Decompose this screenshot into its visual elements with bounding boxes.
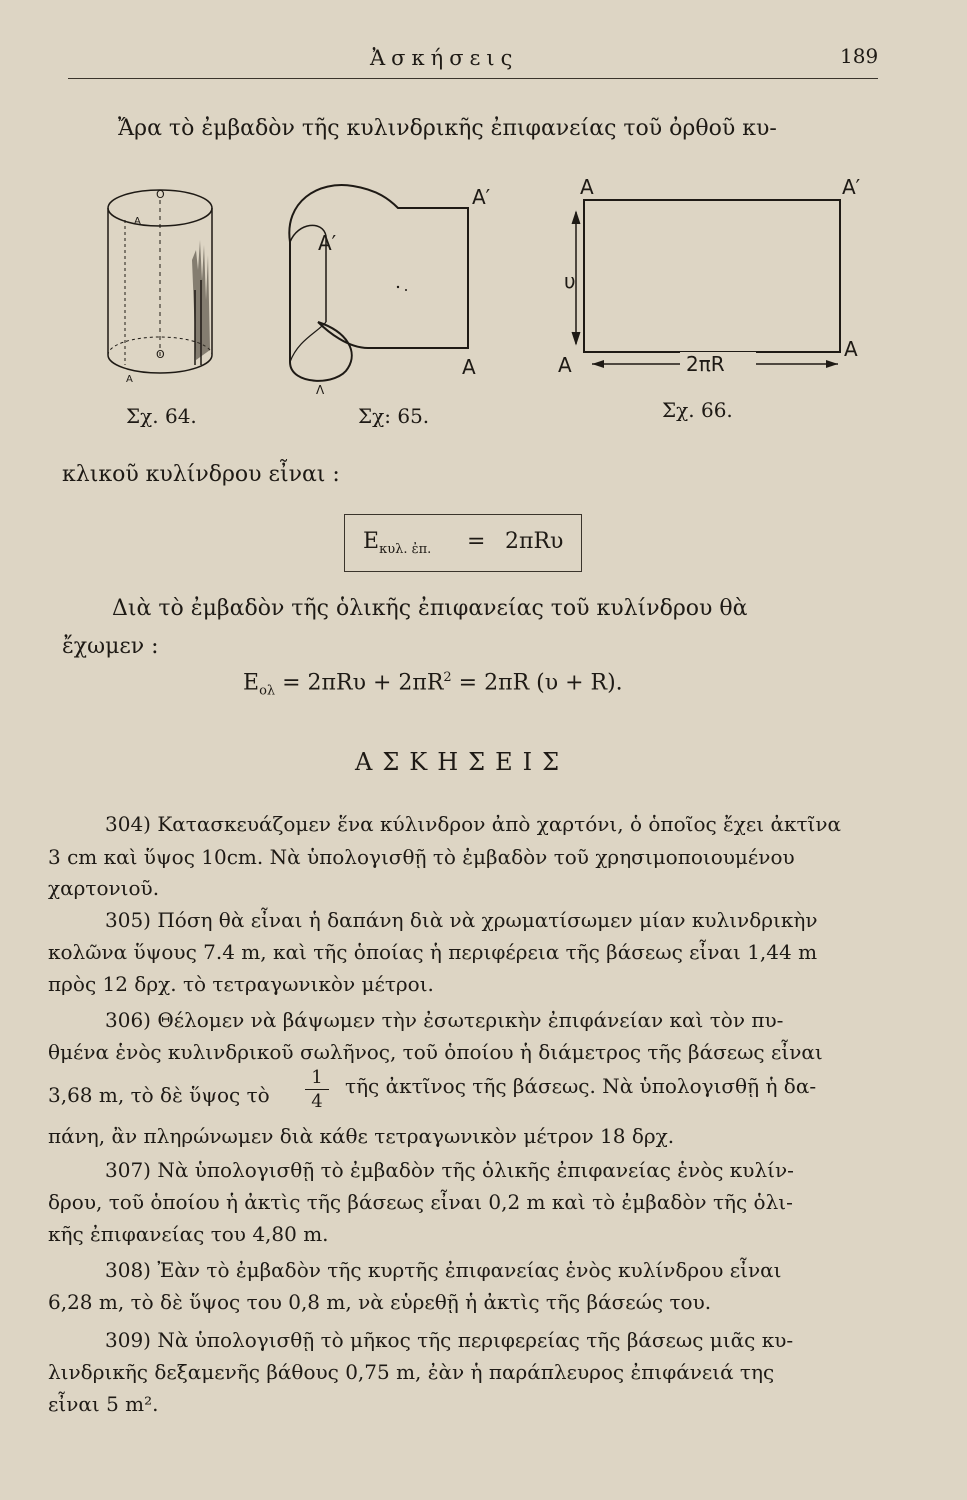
section-title: ΑΣΚΗΣΕΙΣ <box>355 748 570 776</box>
figure-66-rectangle <box>552 172 872 382</box>
ex309-line-3: εἶναι 5 m². <box>48 1392 159 1416</box>
fig65-label-a-prime-top: A′ <box>472 185 491 209</box>
fig65-label-a-prime-inner: A′ <box>318 231 337 255</box>
fig64-label-top: O <box>156 188 165 201</box>
ex304-line-2: 3 cm καὶ ὕψος 10cm. Νὰ ὑπολογισθῇ τὸ ἐμβαδὸν τοῦ χρησιμοποιουμένου <box>48 845 795 869</box>
fig65-caption: Σχ: 65. <box>358 404 430 428</box>
ex308-line-2: 6,28 m, τὸ δὲ ὕψος του 0,8 m, νὰ εὑρεθῇ ἡ ἀκτὶς τῆς βάσεώς του. <box>48 1290 712 1314</box>
fig66-label-br: A <box>844 337 858 361</box>
ex305-line-3: πρὸς 12 δρχ. τὸ τετραγωνικὸν μέτροι. <box>48 972 434 996</box>
fig65-label-a-bottom: A <box>462 355 476 379</box>
fig64-label-base: A <box>126 374 133 385</box>
ex306-line-3b: τῆς ἀκτῖνος τῆς βάσεως. Νὰ ὑπολογισθῇ ἡ δα- <box>345 1074 817 1098</box>
ex305-line-2: κολῶνα ὕψους 7.4 m, καὶ τῆς ὁποίας ἡ περιφέρεια τῆς βάσεως εἶναι 1,44 m <box>48 940 818 964</box>
fig66-label-tl: A <box>580 175 594 199</box>
ex306-line-2: θμένα ἑνὸς κυλινδρικοῦ σωλῆνος, τοῦ ὁποίου ἡ διάμετρος τῆς βάσεως εἶναι <box>48 1040 823 1064</box>
intro-line: Ἄρα τὸ ἐμβαδὸν τῆς κυλινδρικῆς ἐπιφανείας τοῦ ὀρθοῦ κυ- <box>118 116 777 141</box>
ex304-line-3: χαρτονιοῦ. <box>48 876 160 900</box>
fig64-label-a: A <box>134 216 141 227</box>
fig66-label-tr: A′ <box>842 175 861 199</box>
cylinder-surface-formula-box <box>344 514 582 572</box>
page-number: 189 <box>840 44 879 68</box>
ex308-line-1: 308) Ἐὰν τὸ ἐμβαδὸν τῆς κυρτῆς ἐπιφανείας ἑνὸς κυλίνδρου εἶναι <box>105 1258 782 1282</box>
running-header-title: Ἀσκήσεις <box>370 46 519 70</box>
ex307-line-3: κῆς ἐπιφανείας του 4,80 m. <box>48 1222 329 1246</box>
fig65-label-lambda: Λ <box>316 383 325 397</box>
header-rule <box>68 78 878 79</box>
box-formula-rhs: 2πRυ <box>505 529 564 554</box>
ex306-fraction: 1 4 <box>303 1067 331 1114</box>
ex304-line-1: 304) Κατασκευάζομεν ἕνα κύλινδρον ἀπὸ χαρτόνι, ὁ ὁποῖος ἔχει ἀκτῖνα <box>105 812 842 836</box>
ex307-line-1: 307) Νὰ ὑπολογισθῇ τὸ ἐμβαδὸν τῆς ὁλικῆς ἐπιφανείας ἑνὸς κυλίν- <box>105 1158 794 1182</box>
ex307-line-2: δρου, τοῦ ὁποίου ἡ ἀκτὶς τῆς βάσεως εἶναι 0,2 m καὶ τὸ ἐμβαδὸν τῆς ὁλι- <box>48 1190 793 1214</box>
box-formula-lhs: $E_{\kappa\upsilon\lambda. ἐ\pi.}$ <box>363 529 432 557</box>
total-line-1: Διὰ τὸ ἐμβαδὸν τῆς ὁλικῆς ἐπιφανείας τοῦ κυλίνδρου θὰ <box>112 596 748 621</box>
total-surface-formula: $E_{o\lambda} = 2\pi R\upsilon + 2\pi R^2 = 2\pi R$ (υ + R). <box>243 670 623 699</box>
fig64-label-bottom: O <box>156 348 165 361</box>
figure-64-cylinder <box>100 170 220 390</box>
fig64-caption: Σχ. 64. <box>126 404 197 428</box>
total-line-2: ἔχωμεν : <box>62 634 159 659</box>
ex306-line-4: πάνη, ἂν πληρώνωμεν διὰ κάθε τετραγωνικὸν μέτρον 18 δρχ. <box>48 1124 675 1148</box>
figure-65-unrolling <box>278 172 498 397</box>
ex306-line-3a: 3,68 m, τὸ δὲ ὕψος τὸ <box>48 1083 270 1107</box>
fig66-label-height: υ <box>564 269 576 293</box>
after-figures-line: κλικοῦ κυλίνδρου εἶναι : <box>62 462 340 487</box>
fig66-label-bl: A <box>558 353 572 377</box>
fig66-caption: Σχ. 66. <box>662 398 733 422</box>
ex306-line-1: 306) Θέλομεν νὰ βάψωμεν τὴν ἐσωτερικὴν ἐπιφάνείαν καὶ τὸν πυ- <box>105 1008 784 1032</box>
ex309-line-1: 309) Νὰ ὑπολογισθῇ τὸ μῆκος τῆς περιφερείας τῆς βάσεως μιᾶς κυ- <box>105 1328 794 1352</box>
ex305-line-1: 305) Πόση θὰ εἶναι ἡ δαπάνη διὰ νὰ χρωματίσωμεν μίαν κυλινδρικὴν <box>105 908 818 932</box>
box-formula-eq: = <box>467 529 486 554</box>
ex309-line-2: λινδρικῆς δεξαμενῆς βάθους 0,75 m, ἐὰν ἡ παράπλευρος ἐπιφάνειά της <box>48 1360 775 1384</box>
fig66-label-width: 2πR <box>686 352 725 376</box>
